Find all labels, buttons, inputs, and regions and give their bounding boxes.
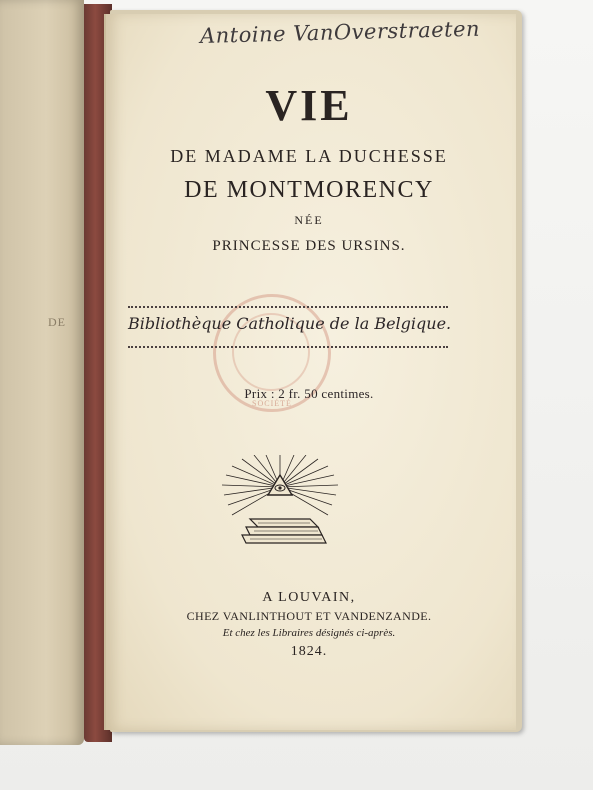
imprint-year: 1824.	[290, 644, 328, 659]
series-label: Bibliothèque Catholique de la Belgique.	[128, 314, 452, 333]
title-line-montmorency: DE MONTMORENCY	[184, 177, 434, 203]
dotted-rule-bottom	[128, 346, 448, 348]
book-front-cover	[0, 0, 84, 745]
imprint-publisher: CHEZ VANLINTHOUT ET VANDENZANDE.	[186, 609, 432, 623]
title-block	[104, 81, 514, 255]
imprint-city: A LOUVAIN,	[262, 590, 356, 605]
title-main: VIE	[265, 81, 353, 130]
series-label-box	[128, 306, 452, 348]
eye-of-providence-over-books-icon	[218, 455, 342, 549]
dotted-rule-top	[128, 306, 448, 308]
title-line-nee: NÉE	[294, 213, 324, 227]
library-stamp-text: SOCIÉTÉ	[252, 399, 292, 408]
title-line-princesse: PRINCESSE DES URSINS.	[212, 238, 406, 254]
cover-mark: DE	[48, 315, 66, 329]
imprint-note: Et chez les Libraires désignés ci-après.	[222, 627, 396, 639]
title-line-duchesse: DE MADAME LA DUCHESSE	[170, 146, 448, 166]
price-line: Prix : 2 fr. 50 centimes.	[244, 386, 374, 401]
imprint-block	[104, 590, 514, 660]
handwritten-signature: Antoine VanOverstraeten	[199, 16, 481, 49]
